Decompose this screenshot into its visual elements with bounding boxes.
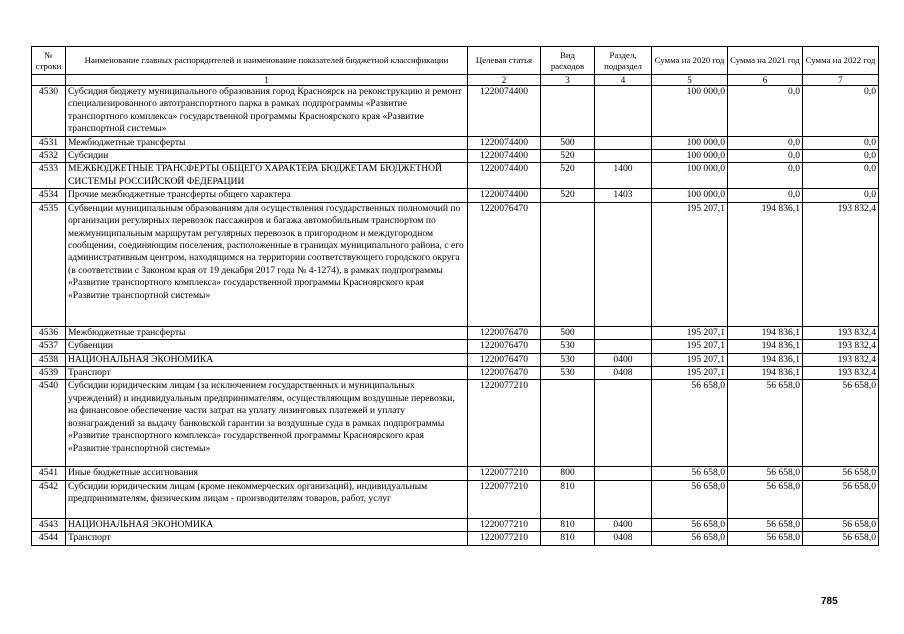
row-exp-type: 530 [541, 340, 595, 353]
row-sum-2022: 56 658,0 [803, 532, 879, 545]
row-exp-type: 520 [541, 189, 595, 202]
row-target: 1220076470 [468, 340, 541, 353]
row-target: 1220076470 [468, 367, 541, 380]
row-sum-2022: 193 832,4 [803, 353, 879, 366]
row-name: НАЦИОНАЛЬНАЯ ЭКОНОМИКА [66, 518, 468, 531]
row-number: 4533 [32, 163, 66, 189]
row-sum-2021: 56 658,0 [728, 467, 803, 480]
row-name: Иные бюджетные ассигнования [66, 467, 468, 480]
header-sum-2020: Сумма на 2020 год [652, 47, 728, 75]
row-sum-2021: 194 836,1 [728, 202, 803, 326]
table-row [32, 202, 879, 326]
row-exp-type: 530 [541, 367, 595, 380]
row-sum-2022: 0,0 [803, 189, 879, 202]
row-sum-2022: 56 658,0 [803, 380, 879, 467]
header-target: Целевая статья [468, 47, 541, 75]
table-row [32, 136, 879, 149]
row-name: Прочие межбюджетные трансферты общего характера [66, 189, 468, 202]
header-section: Раздел, подраздел [595, 47, 652, 75]
row-target: 1220077210 [468, 380, 541, 467]
row-target: 1220074400 [468, 150, 541, 163]
row-sum-2022: 193 832,4 [803, 367, 879, 380]
row-number: 4534 [32, 189, 66, 202]
row-exp-type: 520 [541, 163, 595, 189]
row-sum-2020: 56 658,0 [652, 467, 728, 480]
table-row [32, 480, 879, 518]
row-section: 0408 [595, 367, 652, 380]
row-name: НАЦИОНАЛЬНАЯ ЭКОНОМИКА [66, 353, 468, 366]
row-sum-2020: 195 207,1 [652, 353, 728, 366]
row-sum-2020: 56 658,0 [652, 532, 728, 545]
row-number: 4542 [32, 480, 66, 518]
table-row [32, 189, 879, 202]
row-exp-type: 520 [541, 150, 595, 163]
row-sum-2022: 193 832,4 [803, 202, 879, 326]
table-row [32, 518, 879, 531]
row-exp-type: 530 [541, 353, 595, 366]
row-section [595, 467, 652, 480]
row-sum-2022: 0,0 [803, 163, 879, 189]
row-section [595, 326, 652, 339]
table-row [32, 353, 879, 366]
row-target: 1220076470 [468, 326, 541, 339]
row-sum-2021: 194 836,1 [728, 353, 803, 366]
row-section: 0408 [595, 532, 652, 545]
row-target: 1220077210 [468, 480, 541, 518]
row-exp-type: 810 [541, 480, 595, 518]
row-exp-type: 500 [541, 326, 595, 339]
row-name: Межбюджетные трансферты [66, 326, 468, 339]
row-name: Субсидии [66, 150, 468, 163]
row-section: 1400 [595, 163, 652, 189]
table-row [32, 380, 879, 467]
row-sum-2021: 0,0 [728, 189, 803, 202]
row-sum-2021: 0,0 [728, 150, 803, 163]
column-number: 7 [803, 75, 879, 86]
row-number: 4543 [32, 518, 66, 531]
row-sum-2020: 100 000,0 [652, 86, 728, 137]
row-target: 1220074400 [468, 189, 541, 202]
row-sum-2020: 100 000,0 [652, 150, 728, 163]
row-sum-2022: 56 658,0 [803, 518, 879, 531]
row-number: 4536 [32, 326, 66, 339]
row-section [595, 150, 652, 163]
column-number: 2 [468, 75, 541, 86]
row-exp-type [541, 202, 595, 326]
row-sum-2022: 193 832,4 [803, 326, 879, 339]
row-number: 4540 [32, 380, 66, 467]
row-name: Транспорт [66, 367, 468, 380]
row-sum-2022: 0,0 [803, 136, 879, 149]
row-target: 1220074400 [468, 163, 541, 189]
row-name: Субсидии юридическим лицам (за исключением государственных и муниципальных учреждений) и индивидуальным предпринимателям, осуществляющим воздушные перевозки, на финансовое обеспечение части затрат на уплату лизинговых платежей и уплату вознаграждений за выдачу банковской гарантии за воздушные суда в рамках подпрограммы «Развитие транспортного комплекса» государственной программы Красноярского края «Развитие транспортной системы» [66, 380, 468, 467]
row-target: 1220074400 [468, 86, 541, 137]
row-sum-2021: 194 836,1 [728, 367, 803, 380]
table-row [32, 367, 879, 380]
row-exp-type: 810 [541, 532, 595, 545]
row-sum-2021: 194 836,1 [728, 340, 803, 353]
row-sum-2021: 0,0 [728, 86, 803, 137]
row-sum-2020: 195 207,1 [652, 340, 728, 353]
header-sum-2021: Сумма на 2021 год [728, 47, 803, 75]
row-section [595, 380, 652, 467]
column-number: 5 [652, 75, 728, 86]
row-section: 0400 [595, 353, 652, 366]
row-sum-2020: 195 207,1 [652, 202, 728, 326]
row-sum-2021: 56 658,0 [728, 480, 803, 518]
header-exp-type: Вид расходов [541, 47, 595, 75]
row-target: 1220077210 [468, 532, 541, 545]
table-row [32, 163, 879, 189]
row-number: 4538 [32, 353, 66, 366]
row-sum-2022: 193 832,4 [803, 340, 879, 353]
row-sum-2020: 56 658,0 [652, 518, 728, 531]
row-target: 1220076470 [468, 202, 541, 326]
row-sum-2021: 0,0 [728, 163, 803, 189]
row-name: Субсидии юридическим лицам (кроме некоммерческих организаций), индивидуальным предпринимателям, физическим лицам - производителям товаров, работ, услуг [66, 480, 468, 518]
row-exp-type: 810 [541, 518, 595, 531]
row-sum-2021: 194 836,1 [728, 326, 803, 339]
row-name: Межбюджетные трансферты [66, 136, 468, 149]
row-target: 1220076470 [468, 353, 541, 366]
row-sum-2020: 100 000,0 [652, 136, 728, 149]
row-sum-2020: 195 207,1 [652, 367, 728, 380]
row-exp-type: 800 [541, 467, 595, 480]
row-sum-2021: 0,0 [728, 136, 803, 149]
table-row [32, 150, 879, 163]
header-name: Наименование главных распорядителей и наименование показателей бюджетной классификации [66, 47, 468, 75]
row-sum-2022: 0,0 [803, 150, 879, 163]
row-sum-2022: 0,0 [803, 86, 879, 137]
row-number: 4535 [32, 202, 66, 326]
row-sum-2020: 56 658,0 [652, 380, 728, 467]
table-row [32, 326, 879, 339]
row-name: МЕЖБЮДЖЕТНЫЕ ТРАНСФЕРТЫ ОБЩЕГО ХАРАКТЕРА БЮДЖЕТАМ БЮДЖЕТНОЙ СИСТЕМЫ РОССИЙСКОЙ ФЕДЕРАЦИИ [66, 163, 468, 189]
table-row [32, 467, 879, 480]
row-exp-type [541, 86, 595, 137]
row-name: Субвенции муниципальным образованиям для осуществления государственных полномочий по организации регулярных перевозок пассажиров и багажа автомобильным транспортом по межмуниципальным маршрутам регулярных перевозок в пригородном и междугородном сообщении, соединяющим поселения, расположенные в границах муниципального района, с его административным центром, находящимся на территории соответствующего городского округа (в соответствии с Законом края от 19 декабря 2017 года № 4-1274), в рамках подпрограммы «Развитие транспортного комплекса» государственной программы Красноярского края «Развитие транспортной системы» [66, 202, 468, 326]
row-section: 1403 [595, 189, 652, 202]
row-sum-2021: 56 658,0 [728, 532, 803, 545]
row-section [595, 202, 652, 326]
row-section [595, 136, 652, 149]
column-number: 3 [541, 75, 595, 86]
row-sum-2022: 56 658,0 [803, 480, 879, 518]
row-section [595, 86, 652, 137]
row-section [595, 480, 652, 518]
column-number: 1 [66, 75, 468, 86]
header-row [32, 47, 879, 75]
column-number [32, 75, 66, 86]
header-sum-2022: Сумма на 2022 год [803, 47, 879, 75]
row-number: 4539 [32, 367, 66, 380]
row-sum-2020: 100 000,0 [652, 163, 728, 189]
row-sum-2020: 56 658,0 [652, 480, 728, 518]
table-body [32, 86, 879, 546]
page-number: 785 [821, 596, 838, 607]
row-sum-2021: 56 658,0 [728, 518, 803, 531]
row-sum-2022: 56 658,0 [803, 467, 879, 480]
table-row [32, 86, 879, 137]
column-number: 4 [595, 75, 652, 86]
row-exp-type [541, 380, 595, 467]
row-target: 1220077210 [468, 467, 541, 480]
row-sum-2020: 100 000,0 [652, 189, 728, 202]
budget-table [31, 46, 879, 546]
table-row [32, 532, 879, 545]
row-name: Транспорт [66, 532, 468, 545]
row-section [595, 340, 652, 353]
row-sum-2020: 195 207,1 [652, 326, 728, 339]
column-number-row [32, 75, 879, 86]
row-number: 4544 [32, 532, 66, 545]
row-target: 1220077210 [468, 518, 541, 531]
row-number: 4530 [32, 86, 66, 137]
column-number: 6 [728, 75, 803, 86]
row-name: Субвенции [66, 340, 468, 353]
header-row-no: № строки [32, 47, 66, 75]
row-number: 4532 [32, 150, 66, 163]
row-number: 4537 [32, 340, 66, 353]
row-sum-2021: 56 658,0 [728, 380, 803, 467]
row-number: 4531 [32, 136, 66, 149]
row-number: 4541 [32, 467, 66, 480]
row-name: Субсидия бюджету муниципального образования город Красноярск на реконструкцию и ремонт специализированного автотранспортного парка в рамках подпрограммы «Развитие транспортного комплекса» государственной программы Красноярского края «Развитие транспортной системы» [66, 86, 468, 137]
row-target: 1220074400 [468, 136, 541, 149]
table-row [32, 340, 879, 353]
row-section: 0400 [595, 518, 652, 531]
row-exp-type: 500 [541, 136, 595, 149]
